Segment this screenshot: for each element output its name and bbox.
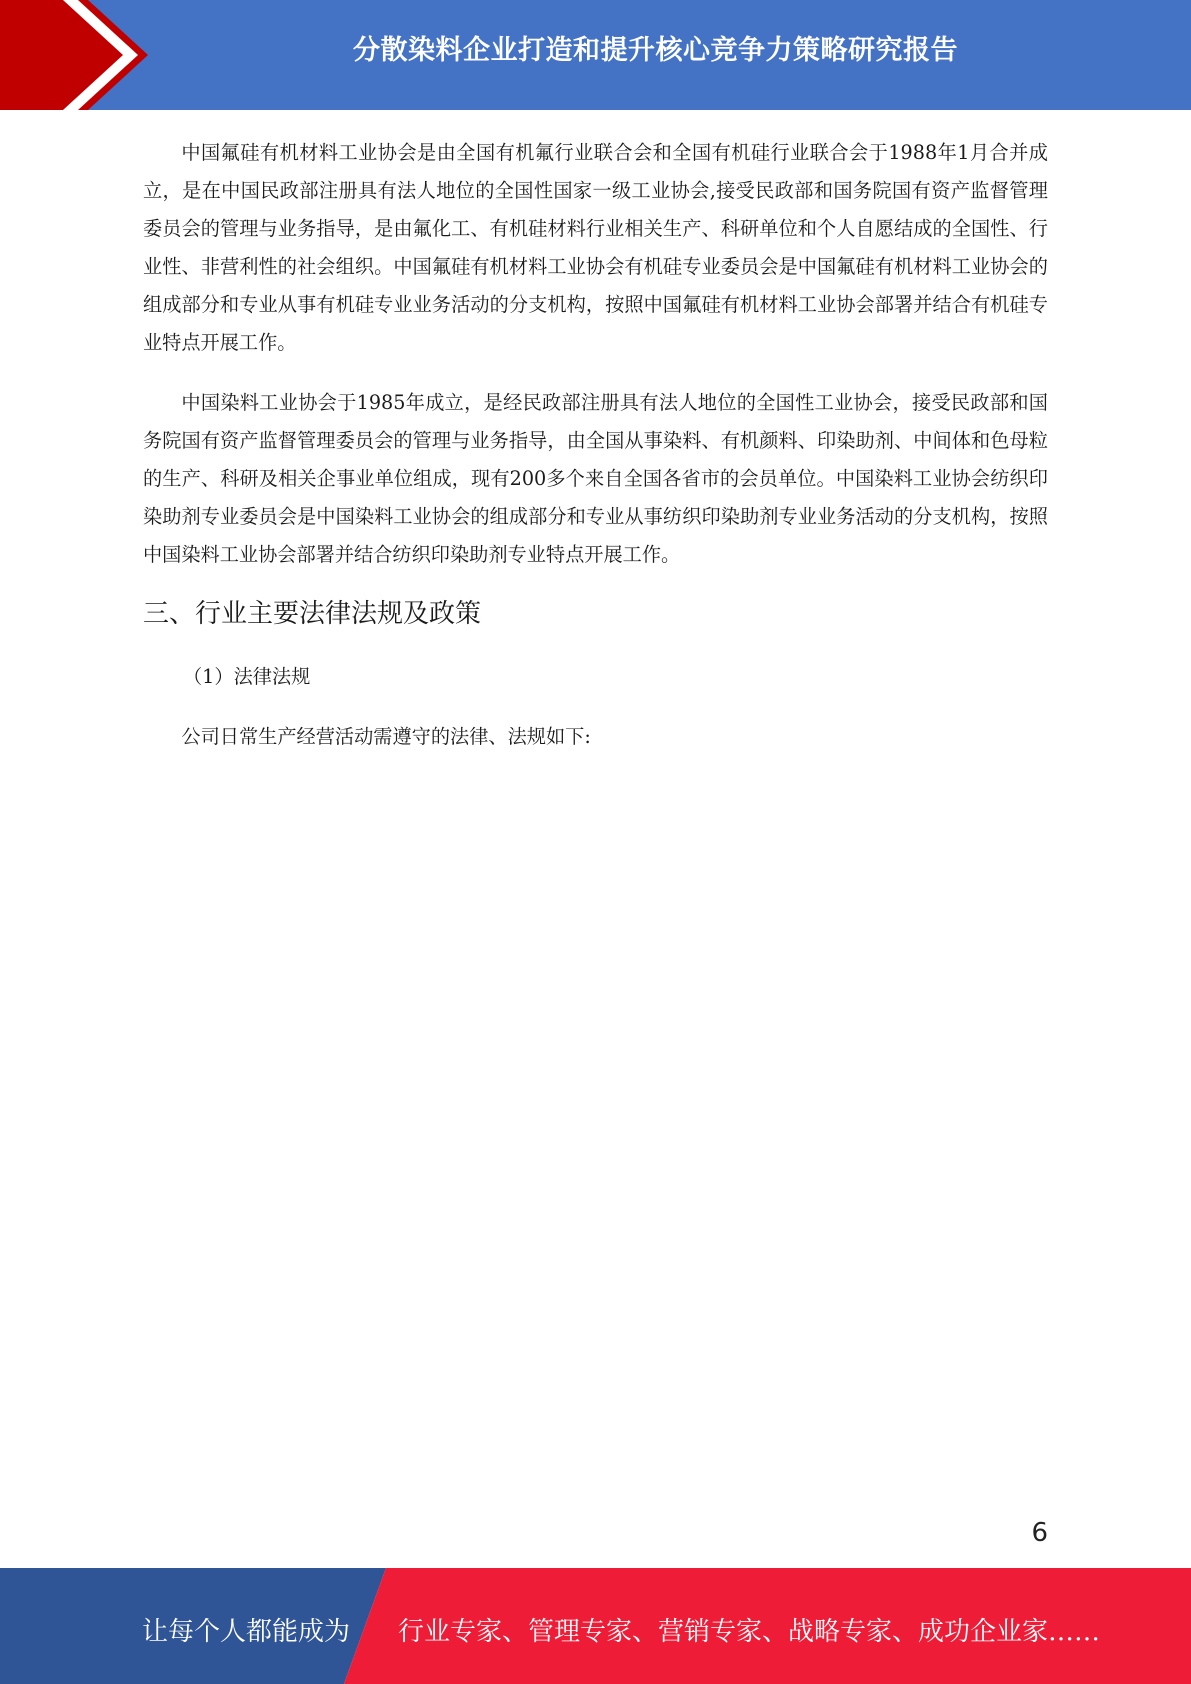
laws-intro-line: 公司日常生产经营活动需遵守的法律、法规如下: — [181, 725, 591, 748]
page-number: 6 — [1031, 1518, 1048, 1548]
footer-slogan-right: 行业专家、管理专家、营销专家、战略专家、成功企业家…… — [398, 1617, 1101, 1647]
paragraph-dyestuff-association: 中国染料工业协会于1985年成立，是经民政部注册具有法人地位的全国性工业协会，接受民政部和国务院国有资产监督管理委员会的管理与业务指导，由全国从事染料、有机颜料、印染助剂、中间体和色母粒的生产、科研及相关企事业单位组成，现有200多个来自全国各省市的会员单位。中国染料工业协会纺织印染助剂专业委员会是中国染料工业协会的组成部分和专业从事纺织印染助剂专业业务活动的分支机构，按照中国染料工业协会部署并结合纺织印染助剂专业特点开展工作。 — [143, 391, 1048, 566]
page-body — [143, 134, 1048, 756]
report-title: 分散染料企业打造和提升核心竞争力策略研究报告 — [353, 35, 958, 66]
page-footer — [0, 1568, 1191, 1684]
page-header — [0, 0, 1191, 110]
header-chevron-graphic — [0, 0, 160, 110]
paragraph-fluorosilicone-association: 中国氟硅有机材料工业协会是由全国有机氟行业联合会和全国有机硅行业联合会于1988年1月合并成立，是在中国民政部注册具有法人地位的全国性国家一级工业协会,接受民政部和国务院国有资产监督管理委员会的管理与业务指导，是由氟化工、有机硅材料行业相关生产、科研单位和个人自愿结成的全国性、行业性、非营利性的社会组织。中国氟硅有机材料工业协会有机硅专业委员会是中国氟硅有机材料工业协会的组成部分和专业从事有机硅专业业务活动的分支机构，按照中国氟硅有机材料工业协会部署并结合有机硅专业特点开展工作。 — [143, 141, 1048, 354]
sub-heading-laws: （1）法律法规 — [183, 665, 311, 688]
section-heading: 三、行业主要法律法规及政策 — [143, 599, 482, 629]
footer-slogan-left: 让每个人都能成为 — [142, 1617, 351, 1647]
